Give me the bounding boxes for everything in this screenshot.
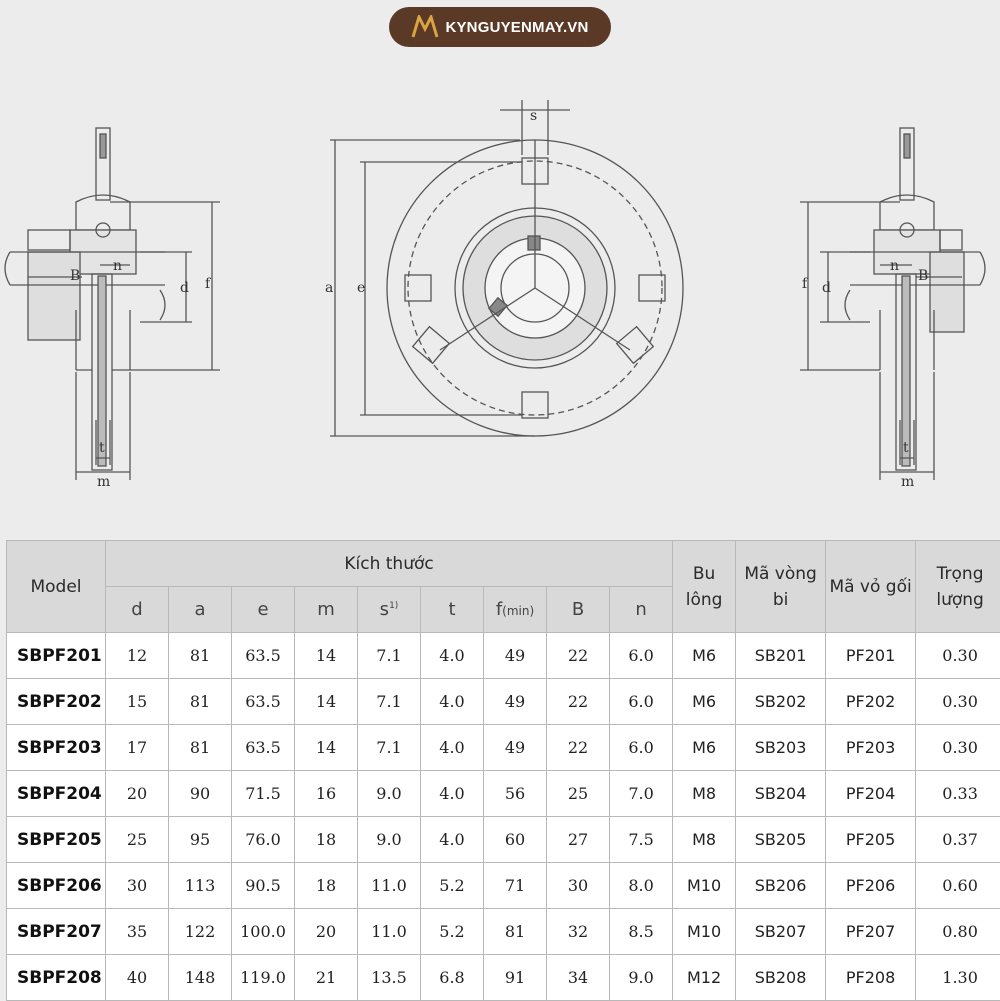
cell-weight: 0.33: [916, 771, 1000, 817]
cell-B: 22: [547, 679, 610, 725]
cell-a: 148: [169, 955, 232, 1001]
cell-model: SBPF202: [7, 679, 106, 725]
subheader-s-symbol: s: [380, 599, 389, 620]
header-dimensions: Kích thước: [106, 541, 673, 587]
cell-d: 12: [106, 633, 169, 679]
cell-bearing: SB205: [736, 817, 826, 863]
cell-B: 30: [547, 863, 610, 909]
cell-s: 7.1: [358, 633, 421, 679]
table-row: [7, 771, 1000, 817]
cell-n: 6.0: [610, 633, 673, 679]
left-label-m: m: [97, 474, 110, 490]
cell-e: 90.5: [232, 863, 295, 909]
cell-bearing: SB204: [736, 771, 826, 817]
cell-housing: PF202: [826, 679, 916, 725]
cell-model: SBPF203: [7, 725, 106, 771]
cell-housing: PF204: [826, 771, 916, 817]
cell-a: 90: [169, 771, 232, 817]
table-row: [7, 863, 1000, 909]
table-row: [7, 955, 1000, 1001]
cell-s: 9.0: [358, 771, 421, 817]
subheader-s: [358, 587, 421, 633]
cell-weight: 0.60: [916, 863, 1000, 909]
cell-t: 5.2: [421, 909, 484, 955]
cell-n: 8.0: [610, 863, 673, 909]
subheader-m: m: [295, 587, 358, 633]
cell-a: 81: [169, 633, 232, 679]
cell-bearing: SB201: [736, 633, 826, 679]
cell-weight: 0.30: [916, 633, 1000, 679]
cell-f: 81: [484, 909, 547, 955]
side-view-left: [5, 128, 220, 480]
specification-table: [6, 540, 1000, 1001]
left-label-t: t: [99, 440, 105, 456]
subheader-s-footnote: 1): [389, 601, 398, 611]
header-bearing-code: Mã vòng bi: [736, 541, 826, 633]
table-row: [7, 817, 1000, 863]
cell-n: 6.0: [610, 725, 673, 771]
cell-f: 60: [484, 817, 547, 863]
subheader-f-symbol: f: [496, 599, 502, 620]
cell-housing: PF203: [826, 725, 916, 771]
cell-e: 76.0: [232, 817, 295, 863]
cell-model: SBPF201: [7, 633, 106, 679]
center-label-e: e: [357, 280, 365, 296]
cell-model: SBPF208: [7, 955, 106, 1001]
cell-bolt: M8: [673, 771, 736, 817]
cell-a: 113: [169, 863, 232, 909]
center-label-a: a: [325, 280, 333, 296]
table-row: [7, 725, 1000, 771]
subheader-a: a: [169, 587, 232, 633]
cell-bolt: M8: [673, 817, 736, 863]
cell-weight: 1.30: [916, 955, 1000, 1001]
cell-bearing: SB203: [736, 725, 826, 771]
cell-e: 119.0: [232, 955, 295, 1001]
cell-model: SBPF205: [7, 817, 106, 863]
cell-m: 18: [295, 817, 358, 863]
cell-bolt: M6: [673, 633, 736, 679]
cell-model: SBPF204: [7, 771, 106, 817]
cell-B: 25: [547, 771, 610, 817]
cell-bearing: SB206: [736, 863, 826, 909]
cell-housing: PF208: [826, 955, 916, 1001]
table-row: [7, 679, 1000, 725]
cell-d: 35: [106, 909, 169, 955]
right-label-m: m: [901, 474, 914, 490]
header-model: Model: [7, 541, 106, 633]
cell-housing: PF206: [826, 863, 916, 909]
cell-weight: 0.30: [916, 679, 1000, 725]
cell-m: 14: [295, 679, 358, 725]
header-housing-code: Mã vỏ gối: [826, 541, 916, 633]
cell-B: 22: [547, 725, 610, 771]
cell-t: 5.2: [421, 863, 484, 909]
cell-e: 63.5: [232, 679, 295, 725]
cell-s: 13.5: [358, 955, 421, 1001]
header-weight: Trọng lượng: [916, 541, 1000, 633]
subheader-f: [484, 587, 547, 633]
cell-bearing: SB208: [736, 955, 826, 1001]
subheader-e: e: [232, 587, 295, 633]
cell-bearing: SB207: [736, 909, 826, 955]
cell-a: 122: [169, 909, 232, 955]
logo-mark-icon: [411, 15, 439, 39]
cell-d: 17: [106, 725, 169, 771]
cell-n: 7.5: [610, 817, 673, 863]
cell-n: 7.0: [610, 771, 673, 817]
cell-m: 20: [295, 909, 358, 955]
cell-s: 11.0: [358, 863, 421, 909]
cell-m: 21: [295, 955, 358, 1001]
technical-drawing: [0, 80, 1000, 500]
table-body: [7, 633, 1000, 1001]
left-label-d: d: [180, 280, 189, 296]
cell-f: 49: [484, 725, 547, 771]
cell-a: 81: [169, 725, 232, 771]
right-label-d: d: [822, 280, 831, 296]
left-label-n: n: [113, 258, 122, 274]
cell-model: SBPF206: [7, 863, 106, 909]
cell-e: 71.5: [232, 771, 295, 817]
cell-weight: 0.30: [916, 725, 1000, 771]
cell-t: 4.0: [421, 725, 484, 771]
cell-t: 4.0: [421, 633, 484, 679]
cell-d: 15: [106, 679, 169, 725]
cell-a: 81: [169, 679, 232, 725]
brand-logo[interactable]: [389, 7, 611, 47]
cell-bolt: M6: [673, 679, 736, 725]
cell-t: 4.0: [421, 771, 484, 817]
cell-s: 7.1: [358, 679, 421, 725]
subheader-B: B: [547, 587, 610, 633]
cell-s: 9.0: [358, 817, 421, 863]
left-label-f: f: [205, 276, 212, 292]
cell-f: 71: [484, 863, 547, 909]
subheader-n: n: [610, 587, 673, 633]
cell-bolt: M6: [673, 725, 736, 771]
cell-model: SBPF207: [7, 909, 106, 955]
cell-n: 6.0: [610, 679, 673, 725]
cell-m: 14: [295, 725, 358, 771]
brand-name: KYNGUYENMAY.VN: [445, 19, 588, 36]
cell-d: 20: [106, 771, 169, 817]
right-label-f: f: [802, 276, 809, 292]
cell-e: 100.0: [232, 909, 295, 955]
cell-m: 18: [295, 863, 358, 909]
subheader-d: d: [106, 587, 169, 633]
cell-weight: 0.37: [916, 817, 1000, 863]
cell-s: 7.1: [358, 725, 421, 771]
cell-f: 49: [484, 679, 547, 725]
cell-bolt: M10: [673, 863, 736, 909]
cell-B: 27: [547, 817, 610, 863]
cell-housing: PF205: [826, 817, 916, 863]
cell-d: 25: [106, 817, 169, 863]
cell-f: 56: [484, 771, 547, 817]
subheader-f-note: (min): [502, 604, 534, 618]
cell-d: 40: [106, 955, 169, 1001]
cell-m: 14: [295, 633, 358, 679]
cell-f: 49: [484, 633, 547, 679]
cell-e: 63.5: [232, 725, 295, 771]
right-label-B: B: [918, 268, 928, 284]
subheader-t: t: [421, 587, 484, 633]
cell-bolt: M10: [673, 909, 736, 955]
cell-m: 16: [295, 771, 358, 817]
cell-housing: PF201: [826, 633, 916, 679]
cell-t: 4.0: [421, 817, 484, 863]
cell-f: 91: [484, 955, 547, 1001]
cell-bearing: SB202: [736, 679, 826, 725]
cell-housing: PF207: [826, 909, 916, 955]
right-label-n: n: [890, 258, 899, 274]
cell-d: 30: [106, 863, 169, 909]
right-label-t: t: [903, 440, 909, 456]
front-view-center: [330, 100, 683, 436]
cell-t: 6.8: [421, 955, 484, 1001]
left-label-B: B: [70, 268, 80, 284]
cell-bolt: M12: [673, 955, 736, 1001]
cell-weight: 0.80: [916, 909, 1000, 955]
cell-n: 9.0: [610, 955, 673, 1001]
cell-B: 34: [547, 955, 610, 1001]
cell-B: 22: [547, 633, 610, 679]
table-row: [7, 909, 1000, 955]
cell-t: 4.0: [421, 679, 484, 725]
center-label-s: s: [530, 108, 537, 124]
cell-e: 63.5: [232, 633, 295, 679]
cell-n: 8.5: [610, 909, 673, 955]
header-bolt: Bu lông: [673, 541, 736, 633]
cell-s: 11.0: [358, 909, 421, 955]
side-view-right: [800, 128, 985, 480]
cell-a: 95: [169, 817, 232, 863]
table-row: [7, 633, 1000, 679]
cell-B: 32: [547, 909, 610, 955]
